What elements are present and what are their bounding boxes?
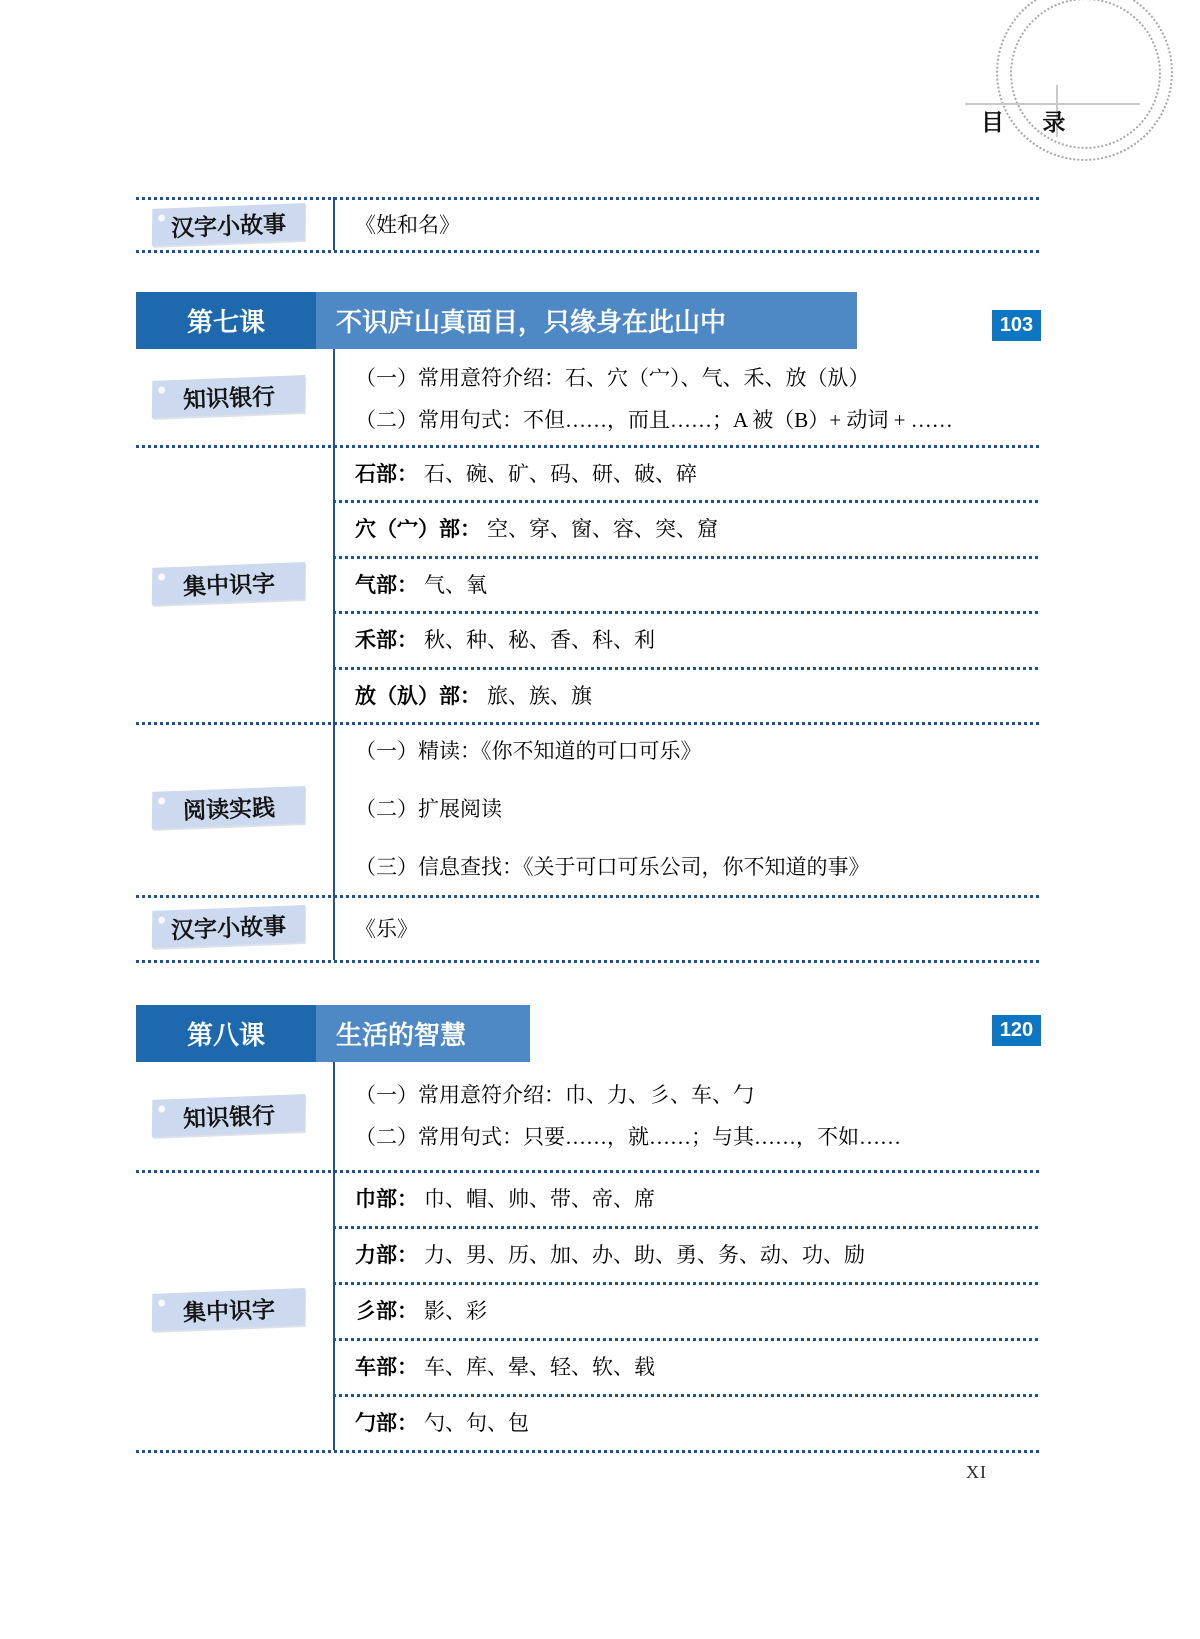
radical-prefix: 勹部： [355, 1411, 418, 1435]
toc-entry [355, 726, 1000, 774]
toc-title: 目 录 [981, 109, 1082, 135]
toc-entry [355, 197, 1000, 250]
entry-text: （二）扩展阅读 [355, 797, 502, 821]
radical-row [355, 556, 1000, 611]
radical-prefix: 放（㫃）部： [355, 683, 481, 708]
radical-prefix: 石部： [355, 461, 418, 486]
radical-row [355, 1338, 1000, 1394]
radical-prefix: 力部： [355, 1243, 418, 1267]
dotted-rule [136, 250, 1040, 253]
radical-row [355, 1226, 1000, 1282]
entry-text: （二）常用句式：不但……，而且……；A 被（B）+ 动词 + …… [355, 408, 953, 432]
column-divider [333, 349, 335, 960]
entry-text: 《姓和名》 [355, 212, 460, 237]
tag-literacy [152, 562, 305, 605]
footer-page-number: XI [966, 1462, 987, 1482]
dotted-rule [136, 960, 1040, 963]
radical-row [355, 500, 1000, 556]
radical-row [355, 667, 1000, 722]
toc-entry [355, 784, 1000, 832]
toc-entry [355, 357, 1000, 397]
entry-text: （一）常用意符介绍：巾、力、彡、车、勹 [355, 1083, 754, 1107]
tag-label: 阅读实践 [182, 794, 276, 824]
radical-chars: 巾、帽、帅、带、帝、席 [424, 1187, 655, 1211]
radical-row [355, 1394, 1000, 1450]
tag-label: 知识银行 [182, 383, 276, 413]
radical-prefix: 穴（宀）部： [355, 517, 481, 541]
entry-text: 《乐》 [355, 916, 418, 941]
entry-text: （三）信息查找：《关于可口可乐公司，你不知道的事》 [355, 855, 870, 879]
lesson7-title: 不识庐山真面目，只缘身在此山中 [316, 292, 857, 349]
radical-row [355, 611, 1000, 667]
tag-label: 知识银行 [182, 1102, 276, 1132]
tag-hanzi-story [152, 905, 305, 948]
toc-entry [355, 399, 1000, 439]
tag-label: 集中识字 [182, 1296, 276, 1326]
radical-chars: 气、氧 [424, 572, 487, 597]
lesson7-number: 第七课 [136, 292, 316, 349]
radical-chars: 力、男、历、加、办、助、勇、务、动、功、励 [424, 1243, 865, 1267]
tag-knowledge-bank [152, 1094, 305, 1137]
radical-chars: 车、库、晕、轻、软、载 [424, 1355, 655, 1379]
tag-knowledge-bank [152, 375, 305, 418]
toc-entry [355, 842, 1000, 890]
lesson8-title: 生活的智慧 [316, 1005, 530, 1062]
radical-row [355, 1170, 1000, 1226]
tag-reading-practice [152, 786, 305, 829]
radical-chars: 秋、种、秘、香、科、利 [424, 628, 655, 652]
tag-label: 汉字小故事 [170, 912, 287, 944]
radical-prefix: 彡部： [355, 1299, 418, 1323]
radical-chars: 空、穿、窗、容、突、窟 [487, 517, 718, 541]
radical-chars: 石、碗、矿、码、研、破、碎 [424, 461, 697, 486]
dotted-rule [136, 722, 1040, 725]
radical-row [355, 1282, 1000, 1338]
lesson7-page-number: 103 [992, 310, 1041, 341]
tag-label: 集中识字 [182, 570, 276, 600]
radical-chars: 影、彩 [424, 1299, 487, 1323]
radical-prefix: 巾部： [355, 1187, 418, 1211]
lesson8-page-number: 120 [992, 1015, 1041, 1046]
radical-row [355, 445, 1000, 500]
radical-prefix: 气部： [355, 572, 418, 597]
tag-hanzi-story [152, 203, 305, 246]
tag-literacy [152, 1288, 305, 1331]
toc-entry [355, 1116, 1000, 1156]
column-divider [333, 197, 335, 250]
lesson8-number: 第八课 [136, 1005, 316, 1062]
toc-entry [355, 895, 1000, 960]
dotted-rule [136, 1450, 1040, 1453]
entry-text: （一）精读：《你不知道的可口可乐》 [355, 739, 702, 763]
entry-text: （二）常用句式：只要……，就……；与其……，不如…… [355, 1125, 901, 1149]
radical-chars: 旅、族、旗 [487, 683, 592, 708]
radical-prefix: 车部： [355, 1355, 418, 1379]
tag-label: 汉字小故事 [170, 210, 287, 242]
entry-text: （一）常用意符介绍：石、穴（宀）、气、禾、放（㫃） [355, 366, 870, 390]
radical-prefix: 禾部： [355, 628, 418, 652]
radical-chars: 勺、句、包 [424, 1411, 529, 1435]
column-divider [333, 1062, 335, 1450]
toc-entry [355, 1074, 1000, 1114]
